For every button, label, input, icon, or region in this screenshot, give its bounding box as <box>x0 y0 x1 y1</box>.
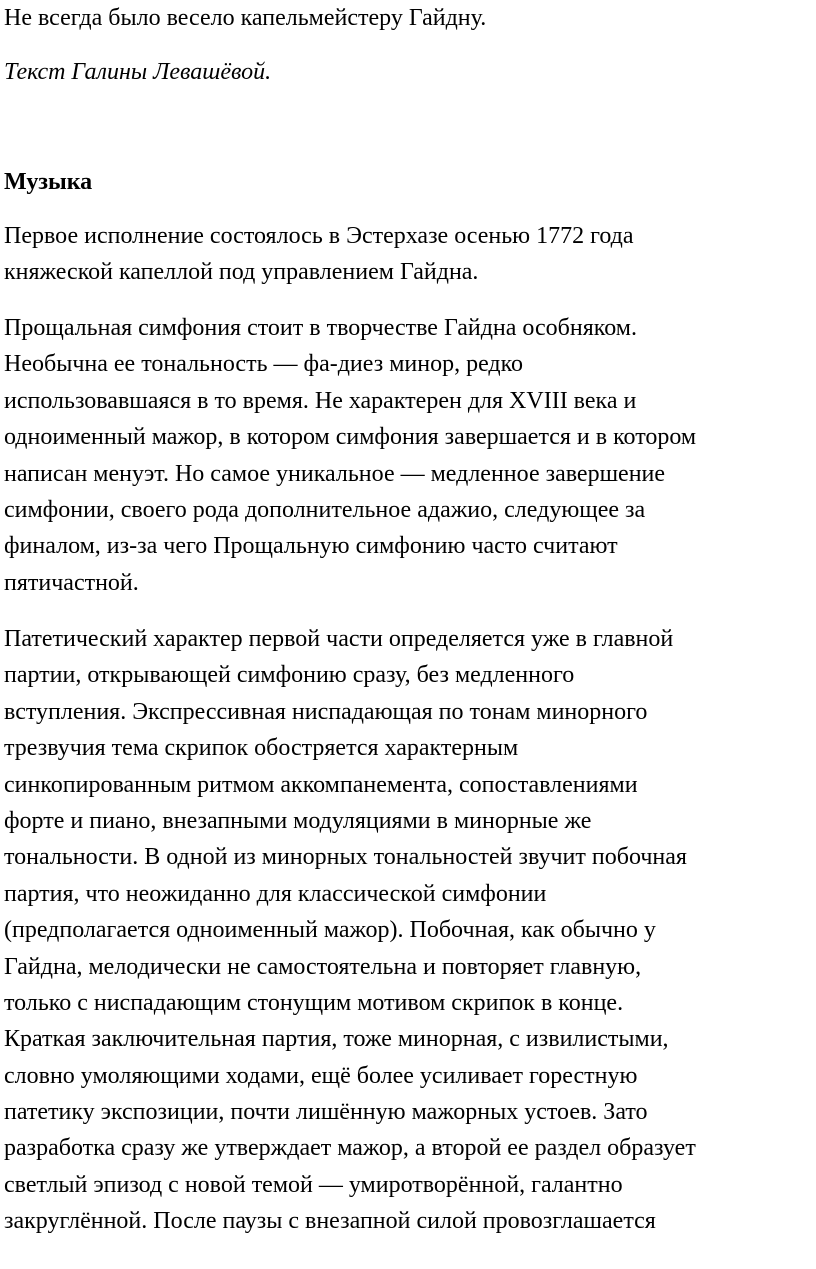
text-line: Краткая заключительная партия, тоже минорная, с извилистыми, <box>4 1026 669 1053</box>
text-line: светлый эпизод с новой темой — умиротворённой, галантно <box>4 1171 623 1198</box>
text-line: партия, что неожиданно для классической симфонии <box>4 880 547 907</box>
text-line: закруглённой. После паузы с внезапной силой провозглашается <box>4 1208 656 1235</box>
text-line: вступления. Экспрессивная ниспадающая по тонам минорного <box>4 698 648 725</box>
text-line: словно умоляющими ходами, ещё более усиливает горестную <box>4 1062 638 1089</box>
paragraph-farewell-symphony <box>4 310 812 601</box>
document-title: Не всегда было весело капельмейстеру Гайдну. <box>4 5 487 31</box>
text-line: Прощальная симфония стоит в творчестве Гайдна особняком. <box>4 315 637 341</box>
text-line: Первое исполнение состоялось в Эстерхазе осенью 1772 года <box>4 223 634 249</box>
paragraph-first-movement <box>4 621 812 1240</box>
text-line: использовавшаяся в то время. Не характерен для XVIII века и <box>4 387 637 414</box>
text-line: (предполагается одноименный мажор). Побочная, как обычно у <box>4 917 656 944</box>
text-line: Патетический характер первой части определяется уже в главной <box>4 626 674 652</box>
text-line: партии, открывающей симфонию сразу, без медленного <box>4 662 575 689</box>
text-line: одноименный мажор, в котором симфония завершается и в котором <box>4 424 697 451</box>
text-line: патетику экспозиции, почти лишённую мажорных устоев. Зато <box>4 1099 648 1126</box>
text-line: финалом, из-за чего Прощальную симфонию часто считают <box>4 533 618 560</box>
text-line: тональности. В одной из минорных тональностей звучит побочная <box>4 844 687 871</box>
paragraph-premiere <box>4 218 812 291</box>
text-line: синкопированным ритмом аккомпанемента, сопоставлениями <box>4 771 638 798</box>
section-heading: Музыка <box>4 169 93 195</box>
text-line: княжеской капеллой под управлением Гайдна. <box>4 259 479 286</box>
text-line: трезвучия тема скрипок обостряется характерным <box>4 735 519 762</box>
text-line: симфонии, своего рода дополнительное адажио, следующее за <box>4 496 646 523</box>
text-line: разработка сразу же утверждает мажор, а второй ее раздел образует <box>4 1135 696 1162</box>
text-line: написан менуэт. Но самое уникальное — медленное завершение <box>4 460 666 487</box>
text-line: Необычна ее тональность — фа-диез минор, редко <box>4 351 524 378</box>
text-line: пятичастной. <box>4 569 139 596</box>
text-line: Гайдна, мелодически не самостоятельна и повторяет главную, <box>4 953 642 980</box>
author-line: Текст Галины Левашёвой. <box>4 59 272 85</box>
text-line: только с ниспадающим стонущим мотивом скрипок в конце. <box>4 989 624 1016</box>
text-line: форте и пиано, внезапными модуляциями в минорные же <box>4 807 592 834</box>
